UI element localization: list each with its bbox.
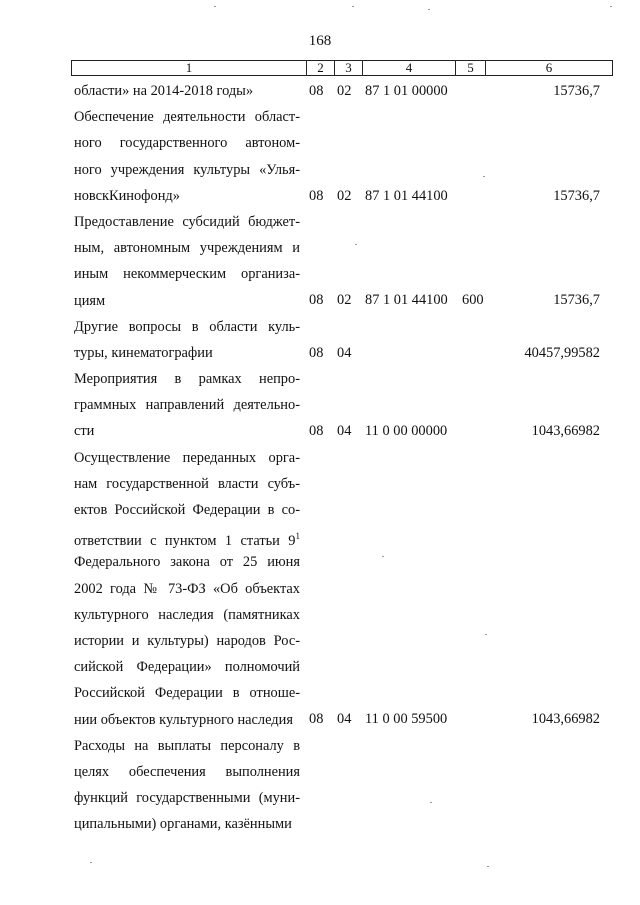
cell-col6: 15736,7 — [553, 82, 600, 99]
description-line: культурного наследия (памятниках — [74, 606, 300, 623]
cell-col6: 1043,66982 — [531, 711, 600, 728]
table-row — [0, 78, 640, 104]
cell-col3: 04 — [337, 344, 352, 361]
column-header-5: 5 — [456, 61, 486, 75]
description-line: Предоставление субсидий бюджет- — [74, 213, 300, 230]
table-row — [0, 104, 640, 209]
cell-col4: 87 1 01 44100 — [365, 292, 448, 309]
row-description — [74, 314, 300, 366]
description-line: Российской Федерации в отноше- — [74, 685, 300, 702]
description-line: циям — [74, 292, 106, 309]
description-line: туры, кинематографии — [74, 344, 213, 361]
table-row — [0, 366, 640, 445]
row-description — [74, 366, 300, 445]
description-line: ным, автономным учреждениям и — [74, 240, 300, 257]
table-row — [0, 209, 640, 314]
description-line: Расходы на выплаты персоналу в — [74, 737, 300, 754]
description-line: иным некоммерческим организа- — [74, 266, 300, 283]
column-header-2: 2 — [307, 61, 335, 75]
description-line: новскКинофонд» — [74, 187, 180, 204]
column-header-6: 6 — [545, 60, 553, 75]
column-header-4: 4 — [363, 61, 456, 75]
description-line: ного учреждения культуры «Улья- — [74, 161, 300, 178]
table-row — [0, 314, 640, 366]
description-line: функций государственными (муни- — [74, 790, 300, 807]
description-line: Другие вопросы в области куль- — [74, 318, 300, 335]
row-description — [74, 104, 300, 209]
description-line: ципальными) органами, казёнными — [74, 816, 292, 833]
description-line: Обеспечение деятельности област- — [74, 109, 300, 126]
description-line: ного государственного автоном- — [74, 135, 300, 152]
description-line: сти — [74, 423, 95, 440]
budget-table-body — [0, 78, 640, 837]
description-line: 2002 года № 73-ФЗ «Об объектах — [74, 580, 300, 597]
cell-col6: 15736,7 — [553, 187, 600, 204]
description-line: ответствии с пунктом 1 статьи $9^1$ — [74, 531, 300, 550]
cell-col4: 87 1 01 00000 — [365, 82, 448, 99]
cell-col3: 02 — [337, 82, 352, 99]
description-line: нам государственной власти субъ- — [74, 475, 300, 492]
cell-col6: 1043,66982 — [531, 423, 600, 440]
cell-col2: 08 — [309, 344, 324, 361]
column-header-row — [71, 60, 613, 76]
cell-col2: 08 — [309, 292, 324, 309]
cell-col4: 87 1 01 44100 — [365, 187, 448, 204]
description-line: истории и культуры) народов Рос- — [74, 632, 300, 649]
cell-col2: 08 — [309, 187, 324, 204]
cell-col4: 11 0 00 59500 — [365, 711, 448, 728]
cell-col2: 08 — [309, 711, 324, 728]
row-description — [74, 733, 300, 838]
table-row — [0, 445, 640, 733]
footnote-superscript: 1 — [295, 531, 300, 542]
cell-col3: 02 — [337, 292, 352, 309]
cell-col5: 600 — [462, 292, 484, 309]
description-line: ектов Российской Федерации в со- — [74, 502, 300, 518]
description-line: целях обеспечения выполнения — [74, 763, 300, 780]
description-line: граммных направлений деятельно- — [74, 397, 300, 414]
cell-col2: 08 — [309, 423, 324, 440]
cell-col6: 15736,7 — [553, 292, 600, 309]
table-row — [0, 733, 640, 838]
description-line: Мероприятия в рамках непро- — [74, 371, 300, 388]
page-number: 168 — [308, 33, 332, 49]
description-line: Осуществление переданных орга- — [74, 449, 300, 466]
cell-col3: 04 — [337, 711, 352, 728]
description-line: нии объектов культурного наследия — [74, 711, 293, 728]
cell-col2: 08 — [309, 82, 324, 99]
cell-col3: 04 — [337, 423, 352, 440]
row-description — [74, 445, 300, 733]
cell-col3: 02 — [337, 187, 352, 204]
row-description — [74, 209, 300, 314]
cell-col6: 40457,99582 — [524, 344, 600, 361]
description-line: сийской Федерации» полномочий — [74, 659, 300, 676]
column-header-1: 1 — [72, 61, 307, 75]
column-header-3: 3 — [335, 61, 363, 75]
cell-col4: 11 0 00 00000 — [365, 423, 448, 440]
description-line: Федерального закона от 25 июня — [74, 554, 300, 571]
description-line: области» на 2014-2018 годы» — [74, 83, 254, 99]
row-description — [74, 78, 300, 104]
